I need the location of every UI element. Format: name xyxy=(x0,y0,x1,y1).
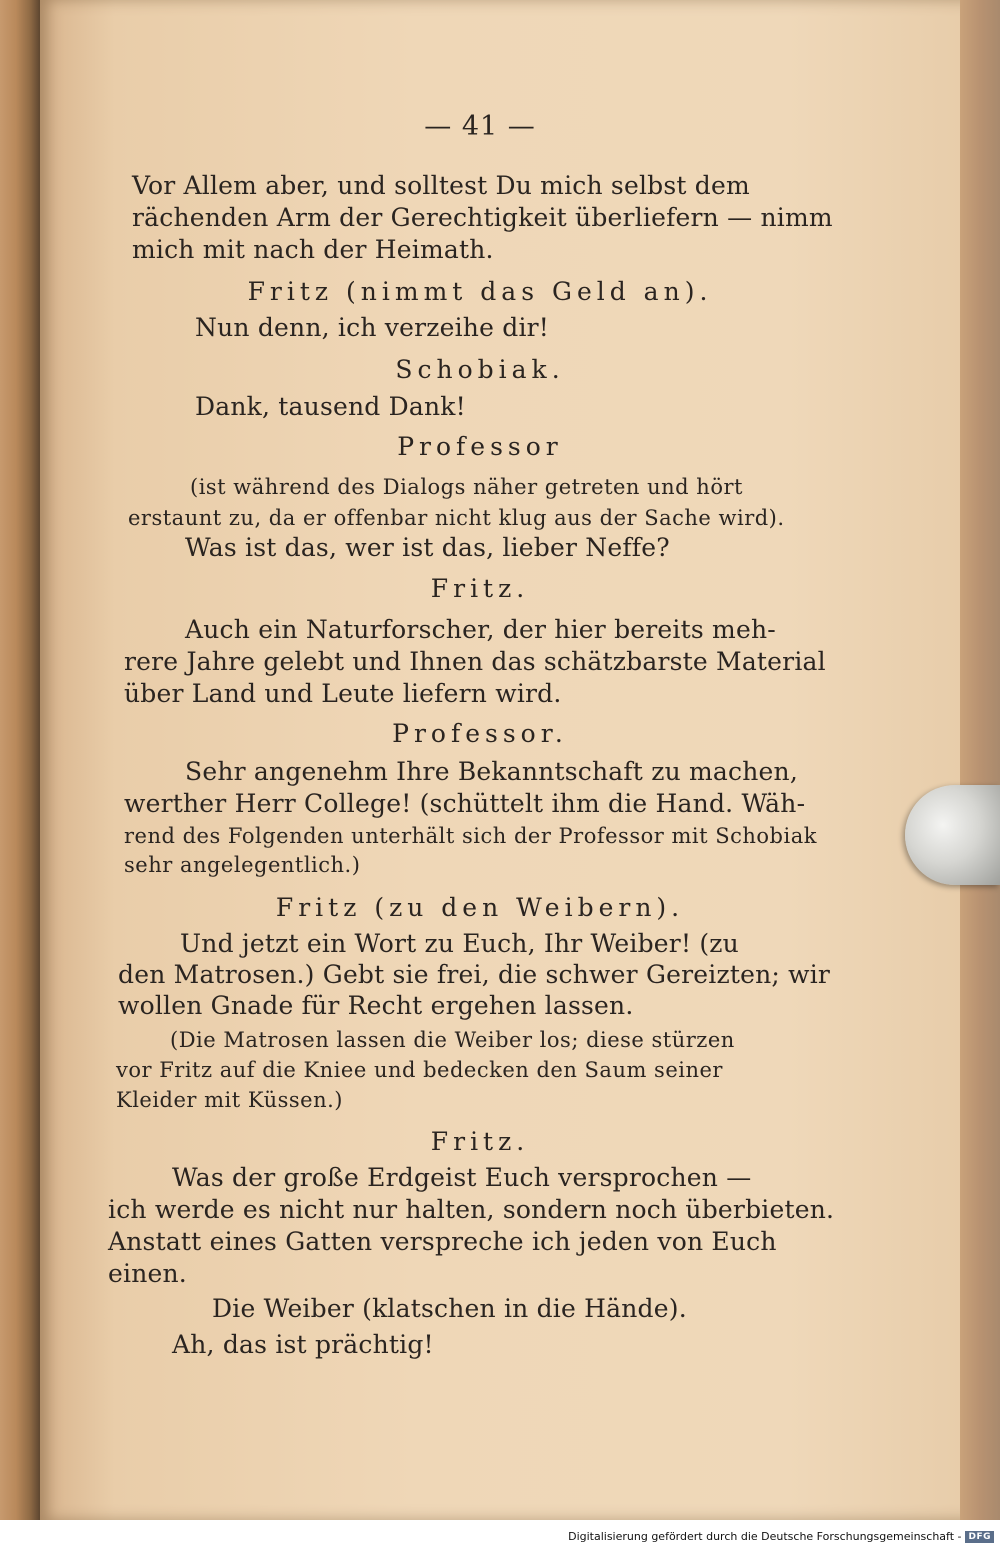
stage-direction: (Die Matrosen lassen die Weiber los; diese stürzen xyxy=(170,1028,735,1052)
stage-direction: (ist während des Dialogs näher getreten und hört xyxy=(190,475,743,499)
page-number: — 41 — xyxy=(424,111,536,142)
dfg-logo-icon: DFG xyxy=(965,1531,994,1543)
stage-direction: Kleider mit Küssen.) xyxy=(116,1088,344,1112)
text-line: rere Jahre gelebt und Ihnen das schätzbarste Material xyxy=(124,647,826,676)
text-line: Auch ein Naturforscher, der hier bereits meh- xyxy=(185,615,776,644)
speaker-heading: Fritz. xyxy=(430,1127,530,1156)
speaker-heading: Die Weiber (klatschen in die Hände). xyxy=(212,1294,687,1323)
text-line: mich mit nach der Heimath. xyxy=(132,235,494,264)
text-line: rächenden Arm der Gerechtigkeit überliefern — nimm xyxy=(132,203,833,232)
text-line: ich werde es nicht nur halten, sondern noch überbieten. xyxy=(108,1195,835,1224)
text-line: Anstatt eines Gatten verspreche ich jeden von Euch xyxy=(108,1227,777,1256)
text-line: einen. xyxy=(108,1259,187,1288)
text-line: Was der große Erdgeist Euch versprochen — xyxy=(172,1163,752,1192)
text-line: über Land und Leute liefern wird. xyxy=(124,679,562,708)
text-line: Ah, das ist prächtig! xyxy=(172,1330,434,1359)
text-line: werther Herr College! (schüttelt ihm die Hand. Wäh- xyxy=(124,789,806,818)
text-line: Nun denn, ich verzeihe dir! xyxy=(195,313,550,342)
text-line: Vor Allem aber, und solltest Du mich selbst dem xyxy=(132,171,750,200)
stage-direction: erstaunt zu, da er offenbar nicht klug aus der Sache wird). xyxy=(128,506,785,530)
text-line: wollen Gnade für Recht ergehen lassen. xyxy=(118,991,634,1020)
text-line: den Matrosen.) Gebt sie frei, die schwer Gereizten; wir xyxy=(118,960,831,989)
stage-direction: rend des Folgenden unterhält sich der Professor mit Schobiak xyxy=(124,824,817,848)
speaker-heading: Professor xyxy=(397,432,563,461)
text-line: Sehr angenehm Ihre Bekanntschaft zu machen, xyxy=(185,757,798,786)
speaker-heading: Fritz (nimmt das Geld an). xyxy=(247,277,713,306)
digitization-credit xyxy=(568,1530,994,1543)
speaker-heading: Fritz (zu den Weibern). xyxy=(275,893,685,922)
stage-direction: vor Fritz auf die Kniee und bedecken den Saum seiner xyxy=(116,1058,723,1082)
glass-page-weight xyxy=(905,785,1000,885)
speaker-heading: Fritz. xyxy=(430,574,530,603)
speaker-heading: Schobiak. xyxy=(395,355,565,384)
page-stack-edge xyxy=(960,0,1000,1520)
previous-page-edge xyxy=(0,0,40,1553)
text-line: Dank, tausend Dank! xyxy=(195,392,466,421)
speaker-heading: Professor. xyxy=(392,719,568,748)
credit-text: Digitalisierung gefördert durch die Deutsche Forschungsgemeinschaft - xyxy=(568,1530,962,1543)
text-line: Was ist das, wer ist das, lieber Neffe? xyxy=(185,533,670,562)
stage-direction: sehr angelegentlich.) xyxy=(124,853,361,877)
text-line: Und jetzt ein Wort zu Euch, Ihr Weiber! (zu xyxy=(180,929,739,958)
